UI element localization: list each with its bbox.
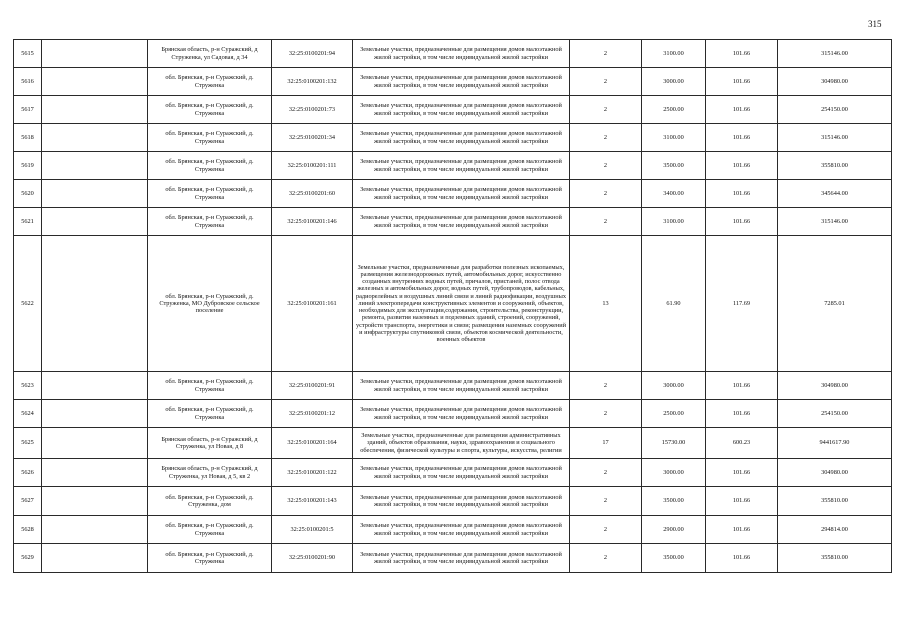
cell-address: обл. Брянская, р-н Суражский, д. Струженка xyxy=(148,68,272,96)
cell-cadastral-number: 32:25:0100201:132 xyxy=(272,68,353,96)
cell-land-use: Земельные участки, предназначенные для размещения домов малоэтажной жилой застройки, в том числе индивидуальной жилой застройки xyxy=(353,68,570,96)
cell-cadastral-number: 32:25:0100201:143 xyxy=(272,487,353,516)
cell-specific-value: 101.66 xyxy=(706,124,778,152)
cell-group-code: 2 xyxy=(570,152,642,180)
cell-group-code: 13 xyxy=(570,236,642,372)
cell-address: Брянская область, р-н Суражский, д Струженка, ул Садовая, д 34 xyxy=(148,40,272,68)
cell-specific-value: 101.66 xyxy=(706,459,778,487)
cell-area: 61.90 xyxy=(642,236,706,372)
cell-row-number: 5625 xyxy=(14,428,42,459)
table-row xyxy=(14,372,892,400)
cell-row-number: 5626 xyxy=(14,459,42,487)
cell-area: 3000.00 xyxy=(642,459,706,487)
cell-cadastral-value: 315146.00 xyxy=(778,40,892,68)
cell-address: Брянская область, р-н Суражский, д Струженка, ул Новая, д 5, кв 2 xyxy=(148,459,272,487)
cell-land-use: Земельные участки, предназначенные для размещения домов малоэтажной жилой застройки, в том числе индивидуальной жилой застройки xyxy=(353,372,570,400)
cell-area: 3000.00 xyxy=(642,68,706,96)
cell-cadastral-number: 32:25:0100201:146 xyxy=(272,208,353,236)
cell-specific-value: 101.66 xyxy=(706,68,778,96)
cell-address: обл. Брянская, р-н Суражский, д. Струженка xyxy=(148,96,272,124)
cell-empty xyxy=(42,487,148,516)
cell-specific-value: 101.66 xyxy=(706,544,778,573)
cell-address: обл. Брянская, р-н Суражский, д. Струженка xyxy=(148,124,272,152)
cell-group-code: 2 xyxy=(570,487,642,516)
cell-specific-value: 101.66 xyxy=(706,400,778,428)
cell-land-use: Земельные участки, предназначенные для размещения домов малоэтажной жилой застройки, в том числе индивидуальной жилой застройки xyxy=(353,40,570,68)
cell-row-number: 5622 xyxy=(14,236,42,372)
cell-group-code: 2 xyxy=(570,208,642,236)
cell-row-number: 5620 xyxy=(14,180,42,208)
cell-row-number: 5616 xyxy=(14,68,42,96)
cell-group-code: 17 xyxy=(570,428,642,459)
cell-address: Брянская область, р-н Суражский, д Струженка, ул Новая, д 8 xyxy=(148,428,272,459)
cell-cadastral-value: 315146.00 xyxy=(778,208,892,236)
table-row xyxy=(14,516,892,544)
cell-cadastral-value: 355810.00 xyxy=(778,544,892,573)
cell-cadastral-value: 345644.00 xyxy=(778,180,892,208)
cell-empty xyxy=(42,124,148,152)
cell-land-use: Земельные участки, предназначенные для размещения домов малоэтажной жилой застройки, в том числе индивидуальной жилой застройки xyxy=(353,516,570,544)
cell-cadastral-value: 355810.00 xyxy=(778,487,892,516)
cell-area: 3100.00 xyxy=(642,208,706,236)
cell-specific-value: 101.66 xyxy=(706,516,778,544)
cell-cadastral-number: 32:25:0100201:164 xyxy=(272,428,353,459)
cell-specific-value: 101.66 xyxy=(706,180,778,208)
cell-specific-value: 101.66 xyxy=(706,40,778,68)
cell-row-number: 5623 xyxy=(14,372,42,400)
cell-cadastral-number: 32:25:0100201:90 xyxy=(272,544,353,573)
cell-address: обл. Брянская, р-н Суражский, д. Струженка xyxy=(148,400,272,428)
cell-cadastral-value: 304980.00 xyxy=(778,372,892,400)
cell-area: 3100.00 xyxy=(642,40,706,68)
cell-land-use: Земельные участки, предназначенные для размещения домов малоэтажной жилой застройки, в том числе индивидуальной жилой застройки xyxy=(353,487,570,516)
cell-area: 15730.00 xyxy=(642,428,706,459)
cell-row-number: 5627 xyxy=(14,487,42,516)
cell-address: обл. Брянская, р-н Суражский, д. Струженка xyxy=(148,372,272,400)
table-row xyxy=(14,152,892,180)
cell-cadastral-value: 254150.00 xyxy=(778,400,892,428)
cell-empty xyxy=(42,180,148,208)
cell-area: 3500.00 xyxy=(642,544,706,573)
cell-specific-value: 101.66 xyxy=(706,208,778,236)
cell-empty xyxy=(42,152,148,180)
cell-group-code: 2 xyxy=(570,400,642,428)
table-row xyxy=(14,180,892,208)
table-body xyxy=(14,40,892,573)
cell-area: 3500.00 xyxy=(642,487,706,516)
cell-land-use: Земельные участки, предназначенные для размещения домов малоэтажной жилой застройки, в том числе индивидуальной жилой застройки xyxy=(353,208,570,236)
cell-address: обл. Брянская, р-н Суражский, д. Струженка, дом xyxy=(148,487,272,516)
cell-cadastral-value: 304980.00 xyxy=(778,459,892,487)
cell-cadastral-value: 7285.01 xyxy=(778,236,892,372)
cell-cadastral-number: 32:25:0100201:34 xyxy=(272,124,353,152)
table-row xyxy=(14,459,892,487)
cell-specific-value: 600.23 xyxy=(706,428,778,459)
cell-specific-value: 101.66 xyxy=(706,96,778,124)
cell-row-number: 5618 xyxy=(14,124,42,152)
cell-empty xyxy=(42,459,148,487)
cell-group-code: 2 xyxy=(570,180,642,208)
cell-cadastral-value: 315146.00 xyxy=(778,124,892,152)
cell-area: 2500.00 xyxy=(642,400,706,428)
table-row xyxy=(14,96,892,124)
cell-area: 3000.00 xyxy=(642,372,706,400)
cell-empty xyxy=(42,544,148,573)
cell-row-number: 5628 xyxy=(14,516,42,544)
cell-group-code: 2 xyxy=(570,68,642,96)
cell-address: обл. Брянская, р-н Суражский, д. Струженка xyxy=(148,208,272,236)
cell-cadastral-number: 32:25:0100201:12 xyxy=(272,400,353,428)
cell-empty xyxy=(42,68,148,96)
cell-group-code: 2 xyxy=(570,372,642,400)
table-row xyxy=(14,68,892,96)
cell-address: обл. Брянская, р-н Суражский, д. Струженка, МО Дубровское сельское поселение xyxy=(148,236,272,372)
cell-address: обл. Брянская, р-н Суражский, д. Струженка xyxy=(148,516,272,544)
table-row xyxy=(14,400,892,428)
cell-empty xyxy=(42,428,148,459)
cell-land-use: Земельные участки, предназначенные для размещения домов малоэтажной жилой застройки, в том числе индивидуальной жилой застройки xyxy=(353,124,570,152)
cell-area: 2500.00 xyxy=(642,96,706,124)
table-row xyxy=(14,544,892,573)
cell-land-use: Земельные участки, предназначенные для размещения домов малоэтажной жилой застройки, в том числе индивидуальной жилой застройки xyxy=(353,152,570,180)
cell-group-code: 2 xyxy=(570,544,642,573)
cell-cadastral-number: 32:25:0100201:94 xyxy=(272,40,353,68)
cell-cadastral-number: 32:25:0100201:161 xyxy=(272,236,353,372)
cell-row-number: 5621 xyxy=(14,208,42,236)
cell-area: 3100.00 xyxy=(642,124,706,152)
cell-empty xyxy=(42,400,148,428)
cell-cadastral-number: 32:25:0100201:91 xyxy=(272,372,353,400)
cell-cadastral-value: 254150.00 xyxy=(778,96,892,124)
cell-group-code: 2 xyxy=(570,124,642,152)
cell-empty xyxy=(42,236,148,372)
cell-cadastral-value: 304980.00 xyxy=(778,68,892,96)
table-row xyxy=(14,428,892,459)
cell-address: обл. Брянская, р-н Суражский, д. Струженка xyxy=(148,180,272,208)
cell-land-use: Земельные участки, предназначенные для размещения домов малоэтажной жилой застройки, в том числе индивидуальной жилой застройки xyxy=(353,180,570,208)
cell-cadastral-value: 355810.00 xyxy=(778,152,892,180)
cell-row-number: 5619 xyxy=(14,152,42,180)
cell-group-code: 2 xyxy=(570,459,642,487)
table-row xyxy=(14,236,892,372)
cell-specific-value: 101.66 xyxy=(706,372,778,400)
cell-cadastral-number: 32:25:0100201:5 xyxy=(272,516,353,544)
cell-empty xyxy=(42,40,148,68)
cell-row-number: 5615 xyxy=(14,40,42,68)
cell-row-number: 5617 xyxy=(14,96,42,124)
cell-land-use: Земельные участки, предназначенные для размещения домов малоэтажной жилой застройки, в том числе индивидуальной жилой застройки xyxy=(353,400,570,428)
table-row xyxy=(14,487,892,516)
table-row xyxy=(14,208,892,236)
table-row xyxy=(14,40,892,68)
cell-cadastral-number: 32:25:0100201:60 xyxy=(272,180,353,208)
cell-land-use: Земельные участки, предназначенные для размещения домов малоэтажной жилой застройки, в том числе индивидуальной жилой застройки xyxy=(353,459,570,487)
cell-empty xyxy=(42,208,148,236)
cell-area: 2900.00 xyxy=(642,516,706,544)
page-number: 315 xyxy=(868,19,882,29)
cell-specific-value: 117.69 xyxy=(706,236,778,372)
cell-cadastral-value: 9441617.90 xyxy=(778,428,892,459)
table-row xyxy=(14,124,892,152)
cell-row-number: 5629 xyxy=(14,544,42,573)
cell-empty xyxy=(42,516,148,544)
cell-address: обл. Брянская, р-н Суражский, д. Струженка xyxy=(148,544,272,573)
cell-group-code: 2 xyxy=(570,516,642,544)
cell-land-use: Земельные участки, предназначенные для размещения домов малоэтажной жилой застройки, в том числе индивидуальной жилой застройки xyxy=(353,96,570,124)
cell-land-use: Земельные участки, предназначенные для разработки полезных ископаемых, размещения железнодорожных путей, автомобильных дорог, искусственно созданных внутренних водных путей, причалов, пристаней, полос отвода железных и автомобильных дорог, водных путей, трубопроводов, кабельных, радиорелейных и воздушных линий связи и линий радиофикации, воздушных линий электропередачи конструктивных элементов и сооружений, объектов, необходимых для эксплуатации,содержания, строительства, реконструкции, ремонта, развития наземных и подземных зданий, строений, сооружений, устройств транспорта, энергетики и связи; размещения наземных сооружений и инфраструктуры спутниковой связи, объектов космической деятельности, военных объектов xyxy=(353,236,570,372)
cell-area: 3400.00 xyxy=(642,180,706,208)
cell-specific-value: 101.66 xyxy=(706,487,778,516)
cell-cadastral-value: 294814.00 xyxy=(778,516,892,544)
cell-area: 3500.00 xyxy=(642,152,706,180)
cell-group-code: 2 xyxy=(570,96,642,124)
cell-address: обл. Брянская, р-н Суражский, д. Струженка xyxy=(148,152,272,180)
cell-empty xyxy=(42,372,148,400)
cell-cadastral-number: 32:25:0100201:73 xyxy=(272,96,353,124)
cell-land-use: Земельные участки, предназначенные для размещения домов малоэтажной жилой застройки, в том числе индивидуальной жилой застройки xyxy=(353,544,570,573)
cell-cadastral-number: 32:25:0100201:122 xyxy=(272,459,353,487)
cell-row-number: 5624 xyxy=(14,400,42,428)
cell-group-code: 2 xyxy=(570,40,642,68)
cell-cadastral-number: 32:25:0100201:111 xyxy=(272,152,353,180)
cadastral-value-table xyxy=(13,39,892,573)
cell-specific-value: 101.66 xyxy=(706,152,778,180)
cell-land-use: Земельные участки, предназначенные для размещения административных зданий, объектов образования, науки, здравоохранения и социального обеспечения, физической культуры и спорта, культуры, искусства, религии xyxy=(353,428,570,459)
cell-empty xyxy=(42,96,148,124)
